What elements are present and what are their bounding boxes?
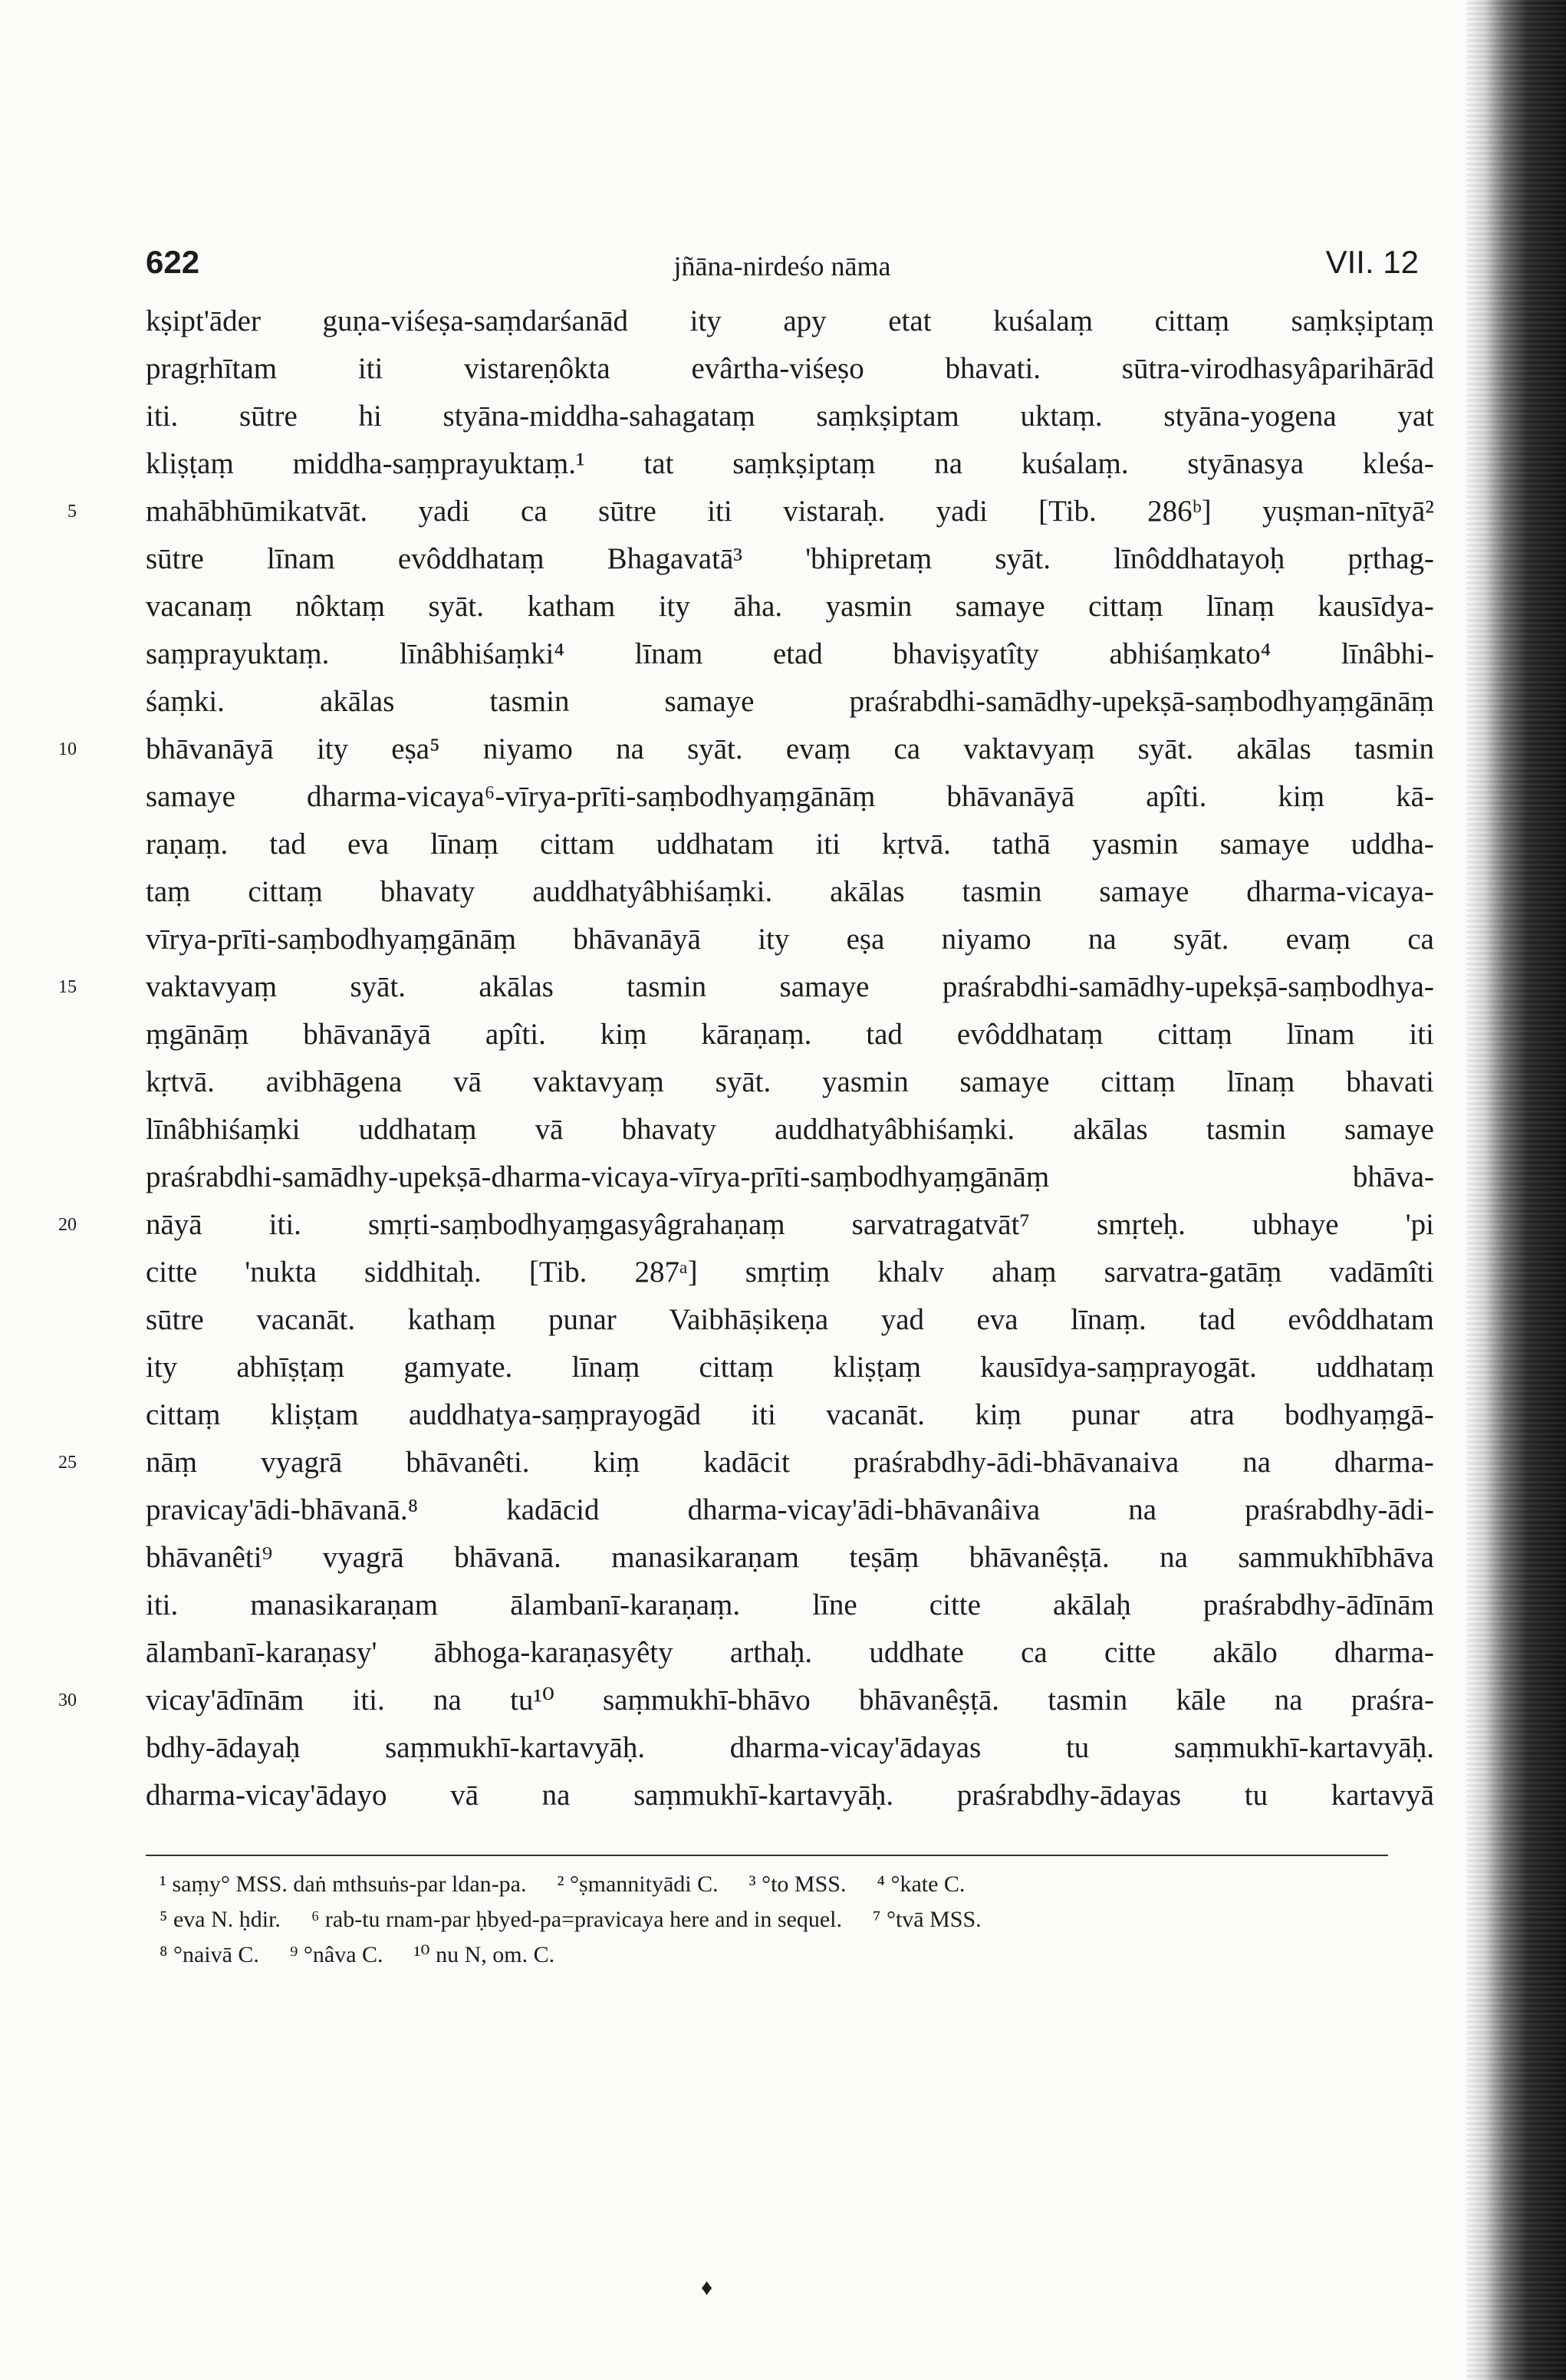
text-line: taṃ cittaṃ bhavaty auddhatyâbhiśaṃki. akālas tasmin samaye dharma-vicaya-	[146, 875, 1434, 908]
text-line: bhāvanêti⁹ vyagrā bhāvanā. manasikaraṇam teṣāṃ bhāvanêṣṭā. na sammukhībhāva	[146, 1541, 1434, 1574]
text-line: kṣipt'āder guṇa-viśeṣa-saṃdarśanād ity apy etat kuśalaṃ cittaṃ saṃkṣiptaṃ	[146, 304, 1434, 337]
text-line: 5 mahābhūmikatvāt. yadi ca sūtre iti vistaraḥ. yadi [Tib. 286ᵇ] yuṣman-nītyā²	[146, 488, 1434, 535]
footnote-rule	[146, 1855, 1388, 1856]
line-number: 30	[58, 1690, 77, 1710]
text-line: 20 nāyā iti. smṛti-saṃbodhyaṃgasyâgrahaṇaṃ sarvatragatvāt⁷ smṛteḥ. ubhaye 'pi	[146, 1201, 1434, 1249]
text-line: saṃprayuktaṃ. līnâbhiśaṃki⁴ līnam etad bhaviṣyatîty abhiśaṃkato⁴ līnâbhi-	[146, 637, 1434, 670]
footnote-line	[160, 1902, 1417, 1937]
text-line: praśrabdhi-samādhy-upekṣā-dharma-vicaya-vīrya-prīti-saṃbodhyaṃgānāṃ bhāva-	[146, 1160, 1434, 1193]
footnote-line	[160, 1937, 1417, 1973]
text-line: cittaṃ kliṣṭam auddhatya-saṃprayogād iti vacanāt. kiṃ punar atra bodhyaṃgā-	[146, 1398, 1434, 1431]
footnote: ¹⁰ nu N, om. C.	[413, 1942, 555, 1967]
footnote: ⁹ °nâva C.	[289, 1942, 383, 1967]
text-line: vīrya-prīti-saṃbodhyaṃgānāṃ bhāvanāyā ity eṣa niyamo na syāt. evaṃ ca	[146, 923, 1434, 956]
text-line: kṛtvā. avibhāgena vā vaktavyaṃ syāt. yasmin samaye cittaṃ līnaṃ bhavati	[146, 1065, 1434, 1098]
section-number: VII. 12	[1325, 244, 1419, 280]
text-line: dharma-vicay'ādayo vā na saṃmukhī-kartavyāḥ. praśrabdhy-ādayas tu kartavyā	[146, 1779, 1434, 1812]
text-line: bdhy-ādayaḥ saṃmukhī-kartavyāḥ. dharma-vicay'ādayas tu saṃmukhī-kartavyāḥ.	[146, 1731, 1434, 1764]
running-title: jñāna-nirdeśo nāma	[673, 251, 891, 281]
text-line: ālambanī-karaṇasy' ābhoga-karaṇasyêty arthaḥ. uddhate ca citte akālo dharma-	[146, 1636, 1434, 1669]
footnote: ¹ saṃy° MSS. daṅ mthsuṅs-par ldan-pa.	[160, 1871, 527, 1897]
text-line: 30 vicay'ādīnām iti. na tu¹⁰ saṃmukhī-bhāvo bhāvanêṣṭā. tasmin kāle na praśra-	[146, 1677, 1434, 1724]
line-number: 25	[58, 1453, 77, 1473]
text-line: sūtre līnam evôddhataṃ Bhagavatā³ 'bhipretaṃ syāt. līnôddhatayoḥ pṛthag-	[146, 542, 1434, 575]
footnote: ⁸ °naivā C.	[160, 1942, 259, 1967]
footnote: ³ °to MSS.	[748, 1871, 847, 1897]
text-line: 25 nāṃ vyagrā bhāvanêti. kiṃ kadācit praśrabdhy-ādi-bhāvanaiva na dharma-	[146, 1439, 1434, 1486]
print-mark: ♦	[701, 2275, 713, 2300]
footnote-line	[160, 1867, 1417, 1902]
text-line: citte 'nukta siddhitaḥ. [Tib. 287ᵃ] smṛtiṃ khalv ahaṃ sarvatra-gatāṃ vadāmîti	[146, 1256, 1434, 1289]
page-header	[146, 244, 1419, 290]
line-number: 20	[58, 1215, 77, 1235]
footnote: ⁴ °kate C.	[877, 1871, 966, 1897]
text-line: raṇaṃ. tad eva līnaṃ cittam uddhatam iti kṛtvā. tathā yasmin samaye uddha-	[146, 828, 1434, 861]
text-line: pravicay'ādi-bhāvanā.⁸ kadācid dharma-vicay'ādi-bhāvanâiva na praśrabdhy-ādi-	[146, 1493, 1434, 1526]
scan-edge-shadow	[1466, 0, 1566, 2380]
text-line: līnâbhiśaṃki uddhataṃ vā bhavaty auddhatyâbhiśaṃki. akālas tasmin samaye	[146, 1113, 1434, 1146]
footnotes	[160, 1867, 1417, 1973]
text-line: kliṣṭaṃ middha-saṃprayuktaṃ.¹ tat saṃkṣiptaṃ na kuśalaṃ. styānasya kleśa-	[146, 447, 1434, 480]
footnote: ² °ṣmannityādi C.	[557, 1871, 719, 1897]
page-number: 622	[146, 244, 200, 280]
text-line: pragṛhītam iti vistareṇôkta evârtha-viśeṣo bhavati. sūtra-virodhasyâparihārād	[146, 352, 1434, 385]
text-line: iti. sūtre hi styāna-middha-sahagataṃ saṃkṣiptam uktaṃ. styāna-yogena yat	[146, 400, 1434, 433]
text-line: 15 vaktavyaṃ syāt. akālas tasmin samaye praśrabdhi-samādhy-upekṣā-saṃbodhya-	[146, 963, 1434, 1011]
footnote: ⁵ eva N. ḥdir.	[160, 1907, 281, 1932]
line-number: 15	[58, 977, 77, 997]
line-number: 5	[67, 502, 77, 522]
text-line: śaṃki. akālas tasmin samaye praśrabdhi-samādhy-upekṣā-saṃbodhyaṃgānāṃ	[146, 685, 1434, 718]
text-line: ity abhīṣṭaṃ gamyate. līnaṃ cittaṃ kliṣṭaṃ kausīdya-saṃprayogāt. uddhataṃ	[146, 1351, 1434, 1384]
text-line: 10 bhāvanāyā ity eṣa⁵ niyamo na syāt. evaṃ ca vaktavyaṃ syāt. akālas tasmin	[146, 726, 1434, 773]
footnote: ⁶ rab-tu rnam-par ḥbyed-pa=pravicaya here and in sequel.	[311, 1907, 843, 1932]
text-line: vacanaṃ nôktaṃ syāt. katham ity āha. yasmin samaye cittaṃ līnaṃ kausīdya-	[146, 590, 1434, 623]
body-text	[58, 298, 1434, 1819]
text-line: samaye dharma-vicaya⁶-vīrya-prīti-saṃbodhyaṃgānāṃ bhāvanāyā apîti. kiṃ kā-	[146, 780, 1434, 813]
footnote: ⁷ °tvā MSS.	[873, 1907, 982, 1932]
text-line: iti. manasikaraṇam ālambanī-karaṇaṃ. līne citte akālaḥ praśrabdhy-ādīnām	[146, 1588, 1434, 1621]
line-number: 10	[58, 739, 77, 759]
text-line: sūtre vacanāt. kathaṃ punar Vaibhāṣikeṇa yad eva līnaṃ. tad evôddhatam	[146, 1303, 1434, 1336]
text-line: ṃgānāṃ bhāvanāyā apîti. kiṃ kāraṇaṃ. tad evôddhataṃ cittaṃ līnam iti	[146, 1018, 1434, 1051]
